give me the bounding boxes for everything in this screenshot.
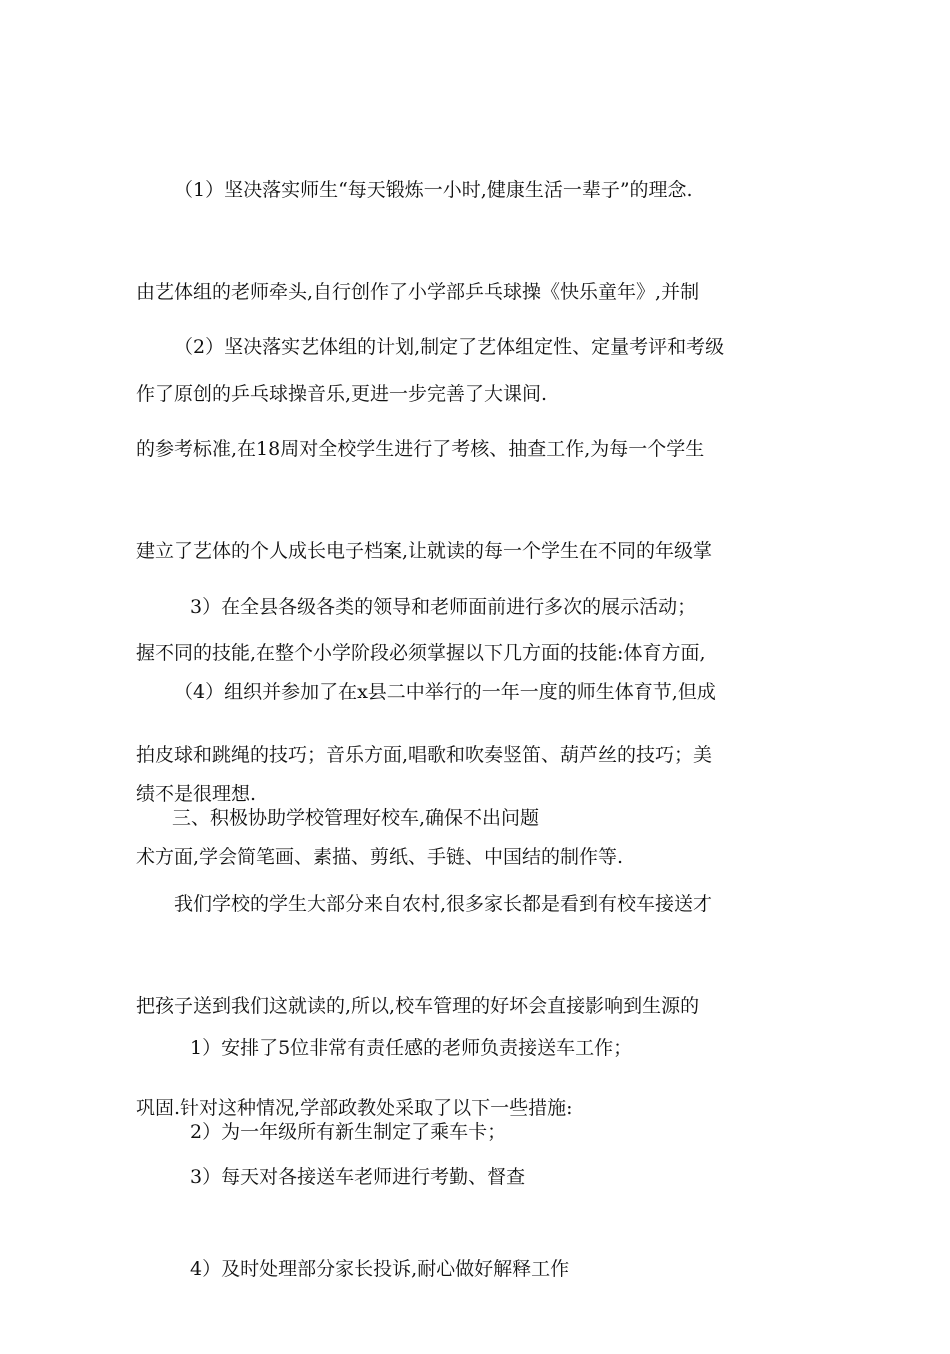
text-line: 巩固.针对这种情况,学部政教处采取了以下一些措施: bbox=[136, 1097, 573, 1119]
text-line: 的参考标准,在18周对全校学生进行了考核、抽查工作,为每一个学生 bbox=[136, 438, 705, 460]
text-line: 三、积极协助学校管理好校车,确保不出问题 bbox=[172, 807, 540, 829]
text-line: 把孩子送到我们这就读的,所以,校车管理的好坏会直接影响到生源的 bbox=[136, 995, 700, 1017]
text-line: （1）坚决落实师生“每天锻炼一小时,健康生活一辈子”的理念. bbox=[174, 179, 693, 201]
text-line: 3）在全县各级各类的领导和老师面前进行多次的展示活动； bbox=[190, 596, 697, 618]
text-line: 作了原创的乒乓球操音乐,更进一步完善了大课间. bbox=[136, 383, 548, 405]
text-line: 建立了艺体的个人成长电子档案,让就读的每一个学生在不同的年级掌 bbox=[136, 540, 713, 562]
text-line: 由艺体组的老师牵头,自行创作了小学部乒乓球操《快乐童年》,并制 bbox=[136, 281, 700, 303]
text-line: 绩不是很理想. bbox=[136, 783, 257, 805]
paragraph-9 bbox=[190, 1184, 870, 1354]
text-line: 术方面,学会简笔画、素描、剪纸、手链、中国结的制作等. bbox=[136, 846, 624, 868]
text-line: 我们学校的学生大部分来自农村,很多家长都是看到有校车接送才 bbox=[174, 893, 713, 915]
text-line: 4）及时处理部分家长投诉,耐心做好解释工作 bbox=[190, 1258, 570, 1280]
text-line: 2）为一年级所有新生制定了乘车卡； bbox=[190, 1121, 507, 1143]
text-line: 3）每天对各接送车老师进行考勤、督查 bbox=[190, 1166, 526, 1188]
text-line: 拍皮球和跳绳的技巧；音乐方面,唱歌和吹奏竖笛、葫芦丝的技巧；美 bbox=[136, 744, 713, 766]
text-line: 1）安排了5位非常有责任感的老师负责接送车工作； bbox=[190, 1037, 633, 1059]
text-line: 握不同的技能,在整个小学阶段必须掌握以下几方面的技能:体育方面, bbox=[136, 642, 706, 664]
text-line: （2）坚决落实艺体组的计划,制定了艺体组定性、定量考评和考级 bbox=[174, 336, 725, 358]
text-line: （4）组织并参加了在x县二中举行的一年一度的师生体育节,但成 bbox=[174, 681, 716, 703]
